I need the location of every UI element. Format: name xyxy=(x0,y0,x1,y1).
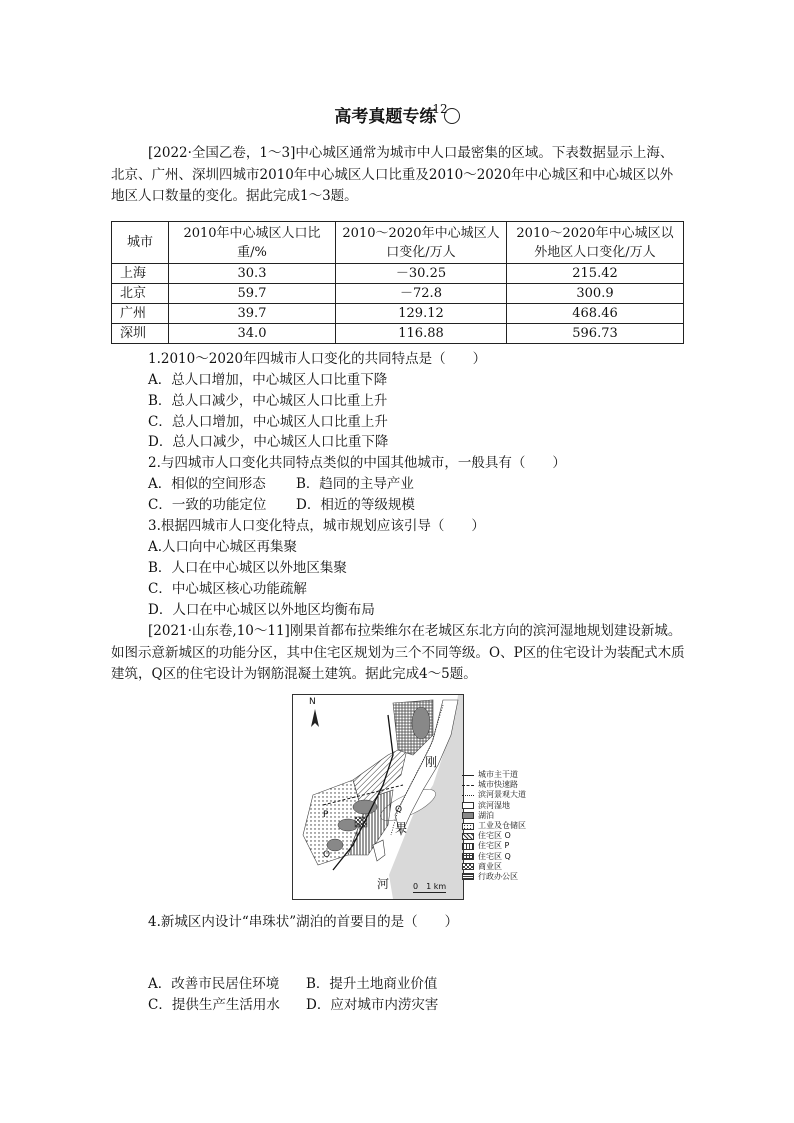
legend-label: 城市主干道 xyxy=(478,770,518,779)
map-label-gang: 刚 xyxy=(425,755,438,769)
table-cell: 596.73 xyxy=(507,324,684,344)
legend-item xyxy=(462,770,526,780)
legend-item xyxy=(462,790,526,800)
question-3-option: D．人口在中心城区以外地区均衡布局 xyxy=(148,602,375,618)
map-legend xyxy=(462,770,526,882)
legend-label: 湖泊 xyxy=(478,810,494,820)
riverside-avenue-swatch xyxy=(462,795,474,796)
question-1-option: A．总人口增加，中心城区人口比重下降 xyxy=(148,372,388,388)
table-header: 2010～2020年中心城区以外地区人口变化/万人 xyxy=(507,222,684,264)
table-row xyxy=(112,264,684,284)
question-1-option: B．总人口减少，中心城区人口比重上升 xyxy=(148,393,388,409)
admin-office-swatch xyxy=(462,873,474,880)
map-scale-bar: 0 1 km xyxy=(413,882,447,891)
question-4-option: A．改善市民居住环境 xyxy=(148,976,280,992)
title-text: 高考真题专练 xyxy=(334,107,437,127)
residential-o-swatch xyxy=(462,833,474,840)
question-3-option: B．人口在中心城区以外地区集聚 xyxy=(148,560,347,576)
legend-item xyxy=(462,801,526,811)
intro-paragraph-2: [2021·山东卷,10～11]刚果首都布拉柴维尔在老城区东北方向的滨河湿地规划建设新城。如图示意新城区的功能分区，其中住宅区规划为三个不同等级。O、P区的住宅设计为装配式木质建筑，Q区的住宅设计为钢筋混凝土建筑。据此完成4～5题。 xyxy=(111,623,685,682)
question-4-stem: 4.新城区内设计“串珠状”湖泊的首要目的是（ ） xyxy=(148,914,459,930)
table-cell: －30.25 xyxy=(336,264,507,284)
population-table xyxy=(111,221,684,344)
table-cell: 468.46 xyxy=(507,304,684,324)
north-label: N xyxy=(309,697,316,707)
question-4-option: C．提供生产生活用水 xyxy=(148,997,280,1013)
table-cell: 39.7 xyxy=(169,304,336,324)
table-cell: 59.7 xyxy=(169,284,336,304)
legend-item xyxy=(462,862,526,872)
title-number: 12 xyxy=(432,102,448,116)
legend-label: 滨河景观大道 xyxy=(478,790,526,800)
legend-label: 滨河湿地 xyxy=(478,800,510,810)
lake-swatch xyxy=(462,812,474,819)
table-header: 2010年中心城区人口比重/% xyxy=(169,222,336,264)
question-4-option: D．应对城市内涝灾害 xyxy=(306,997,439,1013)
residential-q-swatch xyxy=(462,853,474,860)
table-cell: －72.8 xyxy=(336,284,507,304)
table-header: 2010～2020年中心城区人口变化/万人 xyxy=(336,222,507,264)
question-3-option: C．中心城区核心功能疏解 xyxy=(148,581,307,597)
legend-label: 行政办公区 xyxy=(478,871,518,881)
table-header: 城市 xyxy=(112,222,169,264)
expressway-swatch xyxy=(462,785,474,786)
table-row xyxy=(112,304,684,324)
table-cell: 30.3 xyxy=(169,264,336,284)
table-cell: 广州 xyxy=(112,304,169,324)
table-cell: 34.0 xyxy=(169,324,336,344)
question-3-stem: 3.根据四城市人口变化特点，城市规划应该引导（ ） xyxy=(148,518,485,534)
commercial-swatch xyxy=(462,863,474,870)
question-2-option: B．趋同的主导产业 xyxy=(296,476,414,492)
map-label-q: Q xyxy=(395,805,403,815)
legend-label: 住宅区 O xyxy=(478,831,511,841)
legend-label: 工业及仓储区 xyxy=(478,820,526,830)
table-row xyxy=(112,324,684,344)
table-cell: 129.12 xyxy=(336,304,507,324)
table-header-row xyxy=(112,222,684,264)
legend-label: 住宅区 P xyxy=(478,841,510,851)
intro-paragraph-1: [2022·全国乙卷，1～3]中心城区通常为城市中人口最密集的区域。下表数据显示上海、北京、广州、深圳四城市2010年中心城区人口比重及2010～2020年中心城区和中心城区以外地区人口数量的变化。据此完成1～3题。 xyxy=(111,145,674,204)
residential-p-swatch xyxy=(462,843,474,850)
legend-label: 城市快速路 xyxy=(478,780,518,790)
main-road-swatch xyxy=(462,775,474,776)
table-cell: 215.42 xyxy=(507,264,684,284)
question-1-option: D．总人口减少，中心城区人口比重下降 xyxy=(148,434,389,450)
question-2-option: A．相似的空间形态 xyxy=(148,476,266,492)
table-cell: 116.88 xyxy=(336,324,507,344)
question-2-option: C．一致的功能定位 xyxy=(148,497,267,513)
legend-item xyxy=(462,780,526,790)
map-label-p: P xyxy=(323,810,329,820)
map-graphic xyxy=(293,695,463,899)
table-cell: 上海 xyxy=(112,264,169,284)
map-label-he: 河 xyxy=(377,877,390,891)
city-function-map xyxy=(292,694,464,900)
legend-item xyxy=(462,831,526,841)
question-3-option: A.人口向中心城区再集聚 xyxy=(148,539,298,555)
table-row xyxy=(112,284,684,304)
legend-label: 商业区 xyxy=(478,861,502,871)
legend-item xyxy=(462,852,526,862)
page-title xyxy=(0,102,794,127)
table-cell: 300.9 xyxy=(507,284,684,304)
legend-item xyxy=(462,872,526,882)
wetland-swatch xyxy=(462,802,474,809)
question-2-stem: 2.与四城市人口变化共同特点类似的中国其他城市，一般具有（ ） xyxy=(148,455,566,471)
table-cell: 北京 xyxy=(112,284,169,304)
legend-item xyxy=(462,841,526,851)
question-2-option: D．相近的等级规模 xyxy=(296,497,415,513)
legend-item xyxy=(462,821,526,831)
map-label-o: O xyxy=(323,850,331,860)
legend-item xyxy=(462,811,526,821)
map-label-guo: 果 xyxy=(395,821,408,835)
table-cell: 深圳 xyxy=(112,324,169,344)
legend-label: 住宅区 Q xyxy=(478,851,511,861)
industrial-swatch xyxy=(462,823,474,830)
question-4-option: B．提升土地商业价值 xyxy=(306,976,438,992)
question-1-option: C．总人口增加，中心城区人口比重上升 xyxy=(148,414,388,430)
question-1-stem: 1.2010～2020年四城市人口变化的共同特点是（ ） xyxy=(148,351,487,367)
